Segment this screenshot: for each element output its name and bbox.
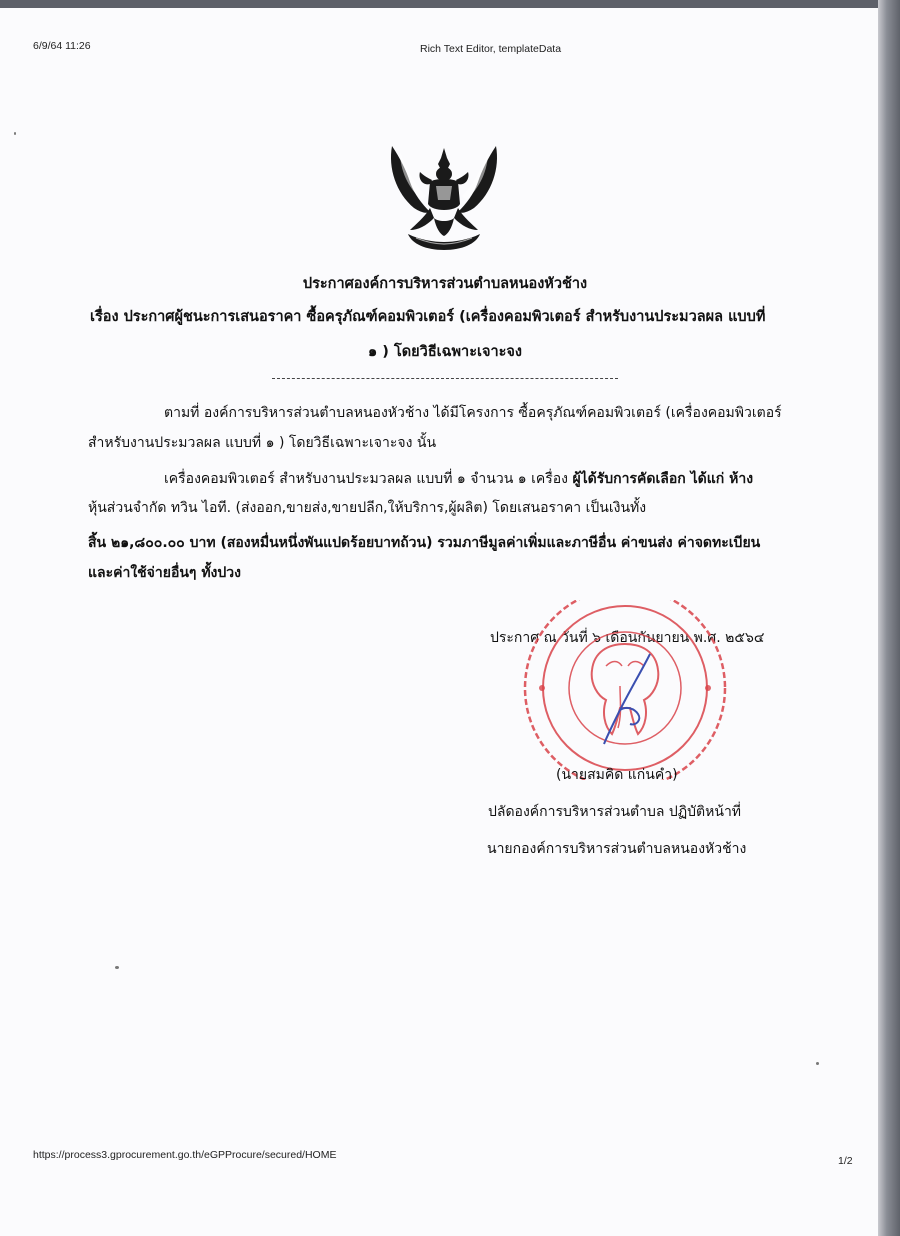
paragraph2-winner-label: ผู้ได้รับการคัดเลือก ได้แก่ ห้าง: [572, 471, 754, 487]
print-page-number: 1/2: [838, 1155, 853, 1167]
paragraph2-line2: หุ้นส่วนจำกัด ทวิน ไอที. (ส่งออก,ขายส่ง,ขายปลีก,ให้บริการ,ผู้ผลิต) โดยเสนอราคา เป็นเงินทั้ง: [88, 500, 647, 516]
signer-name: (นายสมคิด แก่นคำ): [556, 767, 678, 783]
signer-position-line2: นายกองค์การบริหารส่วนตำบลหนองหัวช้าง: [487, 841, 747, 857]
paragraph2-line1: [164, 468, 753, 490]
paragraph1-line1: ตามที่ องค์การบริหารส่วนตำบลหนองหัวช้าง ได้มีโครงการ ซื้อครุภัณฑ์คอมพิวเตอร์ (เครื่องคอมพิวเตอร์: [164, 405, 782, 421]
paragraph2-line4: และค่าใช้จ่ายอื่นๆ ทั้งปวง: [88, 565, 241, 581]
print-url: https://process3.gprocurement.go.th/eGPProcure/secured/HOME: [33, 1149, 337, 1161]
title-divider: [272, 378, 618, 379]
paragraph2-line1-text: เครื่องคอมพิวเตอร์ สำหรับงานประมวลผล แบบที่ ๑ จำนวน ๑ เครื่อง: [164, 471, 568, 487]
document-subject-line1: เรื่อง ประกาศผู้ชนะการเสนอราคา ซื้อครุภัณฑ์คอมพิวเตอร์ (เครื่องคอมพิวเตอร์ สำหรับงานประมวลผล แบบที่: [90, 309, 766, 325]
scan-top-edge: [0, 0, 900, 8]
document-title: ประกาศองค์การบริหารส่วนตำบลหนองหัวช้าง: [302, 276, 588, 292]
scan-speck: [816, 1062, 819, 1065]
paragraph1-line2: สำหรับงานประมวลผล แบบที่ ๑ ) โดยวิธีเฉพาะเจาะจง นั้น: [88, 435, 437, 451]
signature-icon: [590, 650, 670, 750]
announcement-date: ประกาศ ณ วันที่ ๖ เดือนกันยายน พ.ศ. ๒๕๖๔: [490, 630, 765, 646]
scan-speck: [115, 966, 119, 969]
paragraph2-line3: สิ้น ๒๑,๘๐๐.๐๐ บาท (สองหมื่นหนึ่งพันแปดร้อยบาทถ้วน) รวมภาษีมูลค่าเพิ่มและภาษีอื่น ค่าขนส่ง ค่าจดทะเบียน: [88, 535, 761, 551]
scan-speck: [14, 132, 16, 135]
garuda-emblem-icon: [386, 138, 502, 256]
print-datetime: 6/9/64 11:26: [33, 40, 91, 52]
print-window-title: Rich Text Editor, templateData: [420, 43, 562, 55]
scan-right-edge: [878, 0, 900, 1236]
document-subject-line2: ๑ ) โดยวิธีเฉพาะเจาะจง: [368, 344, 522, 360]
signer-position-line1: ปลัดองค์การบริหารส่วนตำบล ปฏิบัติหน้าที่: [488, 804, 742, 820]
